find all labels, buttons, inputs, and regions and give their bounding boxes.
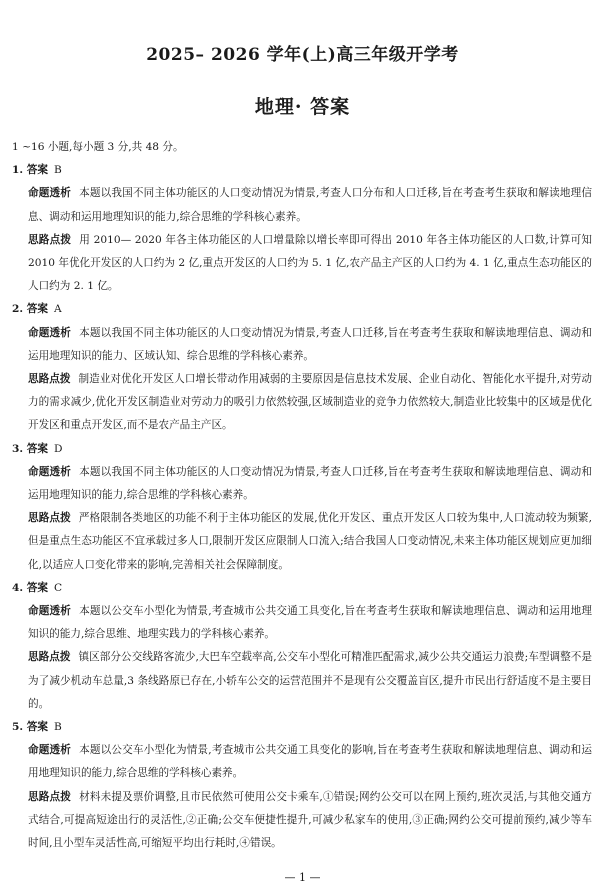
tips-label: 思路点拨 [28, 790, 72, 803]
tips-paragraph [12, 646, 592, 716]
question-number: 5. 答案 [12, 721, 48, 734]
tips-label: 思路点拨 [28, 373, 71, 386]
analysis-paragraph [12, 322, 592, 368]
answer-line [12, 716, 592, 739]
answer-choice: B [53, 164, 62, 177]
analysis-label: 命题透析 [28, 326, 72, 339]
analysis-paragraph [12, 461, 592, 507]
answer-line [12, 159, 592, 182]
tips-text: 制造业对优化开发区人口增长带动作用减弱的主要原因是信息技术发展、企业自动化、智能化水平提升,对劳动力的需求减少,优化开发区制造业对劳动力的吸引力依然较强,区域制造业的竞争力依然较大,制造业比较集中的区域是优化开发区和重点开发区,而不是农产品主产区。 [28, 373, 592, 432]
answer-choice: D [53, 442, 63, 455]
document-title: 2025– 2026 学年(上)高三年级开学考 [146, 45, 459, 65]
intro-line: 1 ~16 小题,每小题 3 分,共 48 分。 [12, 141, 184, 153]
question-number: 1. 答案 [12, 164, 48, 177]
question-number: 4. 答案 [12, 581, 48, 594]
question-number: 2. 答案 [12, 303, 48, 316]
answer-choice: C [53, 581, 63, 594]
tips-label: 思路点拨 [28, 512, 71, 525]
tips-text: 严格限制各类地区的功能不利于主体功能区的发展,优化开发区、重点开发区人口较为集中,人口流动较为频繁,但是重点生态功能区不宜承载过多人口,限制开发区应限制人口流入;结合我国人口变动情况,未来主体功能区规划应更加细化,以适应人口变化带来的影响,完善相关社会保障制度。 [28, 512, 593, 571]
tips-label: 思路点拨 [28, 651, 71, 664]
tips-text: 材料未提及票价调整,且市民依然可使用公交卡乘车,①错误;网约公交可以在网上预约,班次灵活,与其他交通方式结合,可提高短途出行的灵活性,②正确;公交车便捷性提升,可减少私家车的使用,③正确;网约公交可提前预约,减少等车时间,且小型车灵活性高,可缩短平均出行耗时,④错误。 [28, 790, 592, 850]
answer-choice: A [53, 303, 62, 316]
analysis-paragraph [12, 182, 592, 228]
tips-text: 用 2010— 2020 年各主体功能区的人口增量除以增长率即可得出 2010 年各主体功能区的人口数,计算可知 2010 年优化开发区的人口约为 2 亿,重点开发区的人口约为 5. 1 亿,农产品主产区的人口约为 4. 1 亿,重点生态功能区的人口约为 2. 1 亿。 [28, 233, 592, 293]
question-number: 3. 答案 [12, 442, 48, 455]
document-subtitle: 地理· 答案 [254, 96, 351, 118]
tips-text: 镇区部分公交线路客流少,大巴车空载率高,公交车小型化可精准匹配需求,减少公共交通运力浪费;车型调整不是为了减少机动车总量,3 条线路原已存在,小轿车公交的运营范围并不是现有公交覆盖盲区,提升市民出行舒适度不是主要目的。 [28, 651, 592, 710]
question-1 [12, 159, 592, 298]
question-3 [12, 438, 592, 577]
answer-line [12, 298, 592, 321]
tips-paragraph [12, 368, 592, 438]
analysis-label: 命题透析 [28, 605, 72, 618]
question-5 [12, 716, 592, 855]
answer-line [12, 577, 592, 600]
answer-choice: B [53, 721, 62, 734]
analysis-text: 本题以公交车小型化为情景,考查城市公共交通工具变化,旨在考查考生获取和解读地理信息、调动和运用地理知识的能力,综合思维、地理实践力的学科核心素养。 [28, 605, 593, 641]
analysis-paragraph [12, 739, 592, 785]
analysis-text: 本题以公交车小型化为情景,考查城市公共交通工具变化的影响,旨在考查考生获取和解读地理信息、调动和运用地理知识的能力,综合思维的学科核心素养。 [28, 744, 593, 780]
analysis-text: 本题以我国不同主体功能区的人口变动情况为情景,考查人口分布和人口迁移,旨在考查考生获取和解读地理信息、调动和运用地理知识的能力,综合思维的学科核心素养。 [28, 187, 593, 223]
analysis-text: 本题以我国不同主体功能区的人口变动情况为情景,考查人口迁移,旨在考查考生获取和解读地理信息、调动和运用地理知识的能力、区域认知、综合思维的学科核心素养。 [28, 326, 593, 362]
analysis-label: 命题透析 [28, 465, 72, 478]
analysis-label: 命题透析 [28, 187, 72, 200]
answer-line [12, 438, 592, 461]
analysis-paragraph [12, 600, 592, 646]
tips-label: 思路点拨 [28, 233, 72, 246]
analysis-label: 命题透析 [28, 744, 72, 757]
question-4 [12, 577, 592, 716]
page-number: — 1 — [284, 871, 321, 884]
question-2 [12, 298, 592, 437]
analysis-text: 本题以我国不同主体功能区的人口变动情况为情景,考查人口迁移,旨在考查考生获取和解读地理信息、调动和运用地理知识的能力,综合思维的学科核心素养。 [28, 465, 593, 502]
tips-paragraph [12, 507, 592, 577]
tips-paragraph [12, 786, 592, 856]
answer-content [12, 136, 592, 855]
tips-paragraph [12, 229, 592, 299]
